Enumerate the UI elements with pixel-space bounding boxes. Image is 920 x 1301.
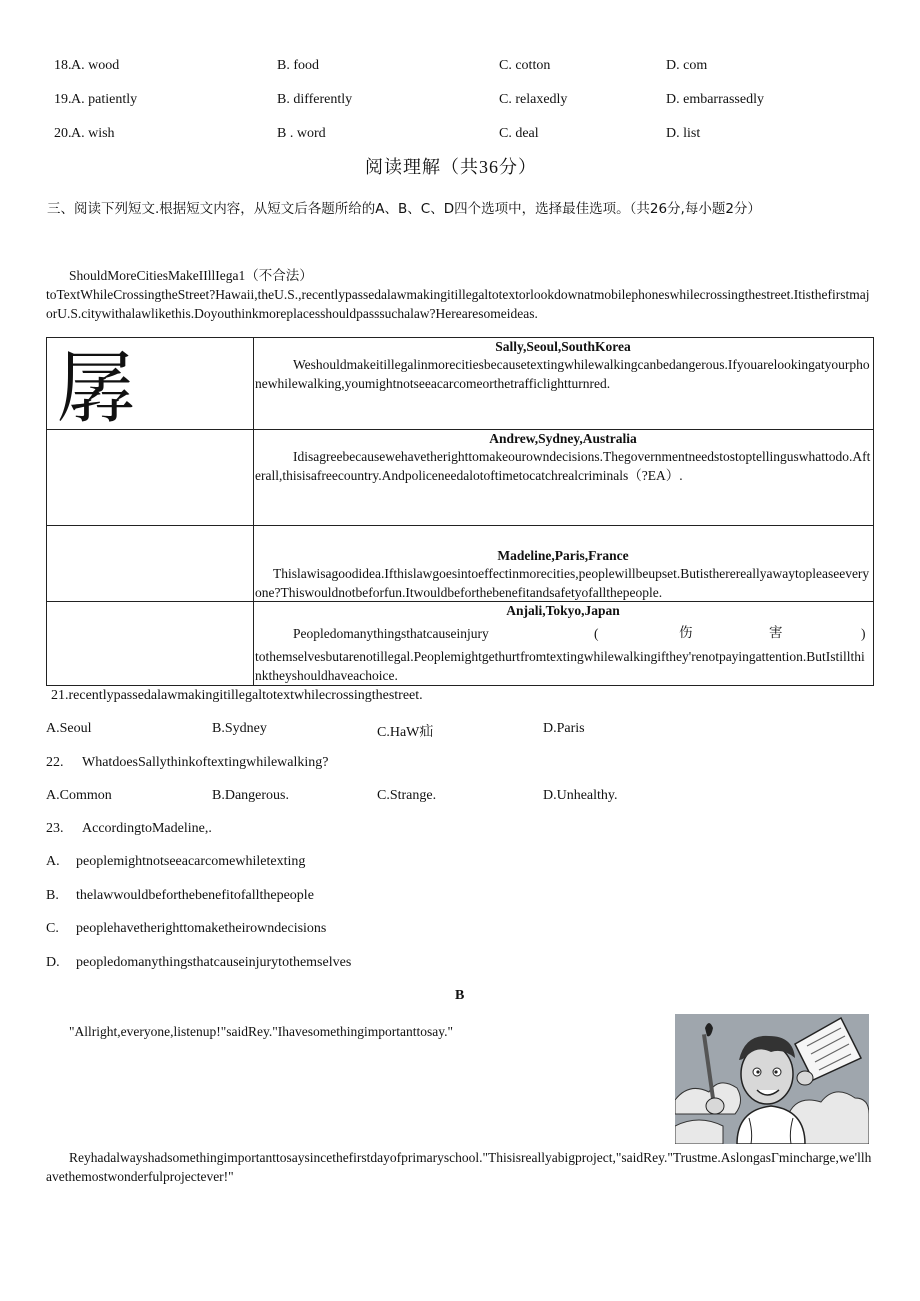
q23-option-d: peopledomanythingsthatcauseinjurytothemselves (76, 955, 352, 970)
option-18-c: C. cotton (499, 58, 551, 73)
q23-stem: AccordingtoMadeline,. (82, 821, 212, 836)
empty-cell (47, 430, 254, 525)
q21-option-c: C.HaW疝 (377, 725, 434, 740)
passage-a-intro: toTextWhileCrossingtheStreet?Hawaii,theU.S.,recentlypassedalawmakingitillegaltotextorlookdownatmobilephoneswhilecrossingthestreet.ItisthefirstmajorU.S.citywithalawlikethis.Doyouthinkmoreplacesshouldpasssuchalaw?Herearesomeideas. (46, 287, 870, 321)
q22-option-d: D.Unhealthy. (543, 788, 618, 803)
q23-option-a-label: A. (46, 854, 60, 869)
opinion-name: Anjali,Tokyo,Japan (506, 603, 620, 618)
passage-a-title: ShouldMoreCitiesMakeIIllIega1（不合法） (69, 268, 313, 283)
option-20-b: B . word (277, 126, 326, 141)
section-title: 阅读理解（共36分） (365, 157, 537, 177)
opinion-row-andrew (47, 429, 873, 525)
opinion-row-sally (47, 338, 873, 430)
option-19-d: D. embarrassedly (666, 92, 764, 107)
q21-stem: 21.recentlypassedalawmakingitillegaltotextwhilecrossingthestreet. (51, 688, 423, 703)
q22-option-b: B.Dangerous. (212, 788, 289, 803)
opinion-text: Weshouldmakeitillegalinmorecitiesbecausetextingwhilewalkingcanbedangerous.Ifyouarelookingatyourphonewhilewalking,youmightnotseeacarcomeorthetrafficlightturnred. (255, 357, 870, 391)
q21-option-d: D.Paris (543, 721, 585, 736)
opinion-text: tothemselvesbutarenotillegal.Peoplemightgethurtfromtextingwhilewalkingifthey'renotpayingattention.ButIstillthinktheyshouldhaveachoice. (255, 649, 865, 683)
broken-glyph-image: 孱 (57, 344, 136, 430)
option-19-a: 19. A. patiently (54, 92, 138, 107)
q22-option-c: C.Strange. (377, 788, 437, 803)
paren-open: ( (594, 626, 599, 641)
opinions-table (46, 337, 874, 686)
q23-number: 23. (46, 821, 64, 836)
option-20-a: 20. A. wish (54, 126, 115, 141)
q21-option-a: A.Seoul (46, 721, 92, 736)
boy-hand (706, 1098, 724, 1114)
opinion-text: Idisagreebecausewehavetherighttomakeourowndecisions.Thegovernmentneedstostoptellinguswhattodo.Afterall,thisisafreecountry.Andpoliceneedalotoftimetocatchrealcriminals（?EA）. (255, 449, 871, 483)
passage-b-paragraph-2: Reyhadalwayshadsomethingimportanttosaysincethefirstdayofprimaryschool."Thisisreallyabigproject,"saidRey."Trustme.AslongasΓmincharge,we'llhavethemostwonderfulprojectever!" (46, 1150, 872, 1184)
option-19-c: C. relaxedly (499, 92, 568, 107)
q23-option-d-label: D. (46, 955, 60, 970)
option-19-b: B. differently (277, 92, 353, 107)
paren-close: ) (861, 626, 866, 641)
chinese-word: 伤 (679, 625, 693, 641)
q23-option-c: peoplehavetherighttomaketheirowndecisions (76, 921, 327, 936)
q22-option-a: A.Common (46, 788, 112, 803)
option-18-d: D. com (666, 58, 708, 73)
q23-option-b: thelawwouldbeforthebenefitofallthepeople (76, 888, 314, 903)
cloud-shape (675, 1120, 723, 1144)
passage-b-paragraph-1: "Allright,everyone,listenup!"saidRey."Ihavesomethingimportanttosay." (69, 1024, 453, 1039)
opinion-name: Andrew,Sydney,Australia (489, 431, 637, 446)
opinion-text: Peopledomanythingsthatcauseinjury (293, 626, 489, 641)
instruction: 三、阅读下列短文.根据短文内容，从短文后各题所给的A、B、C、D四个选项中，选择最佳选项。（共26分,每小题2分） (47, 201, 761, 217)
q22-stem: WhatdoesSallythinkoftextingwhilewalking? (82, 755, 329, 770)
opinion-name: Madeline,Paris,France (497, 548, 629, 563)
image-cell (47, 338, 254, 430)
opinion-row-anjali (47, 601, 873, 686)
chinese-word: 害 (769, 625, 783, 641)
opinion-text: Thislawisagoodidea.Ifthislawgoesintoeffectinmorecities,peoplewillbeupset.Butistherereallyawaytopleaseeveryone?Thiswouldnotbeforfun.Itwouldbeforthebenefitandsafetyofallthepeople. (255, 566, 870, 600)
q23-option-c-label: C. (46, 921, 59, 936)
q23-option-a: peoplemightnotseeacarcomewhiletexting (76, 854, 306, 869)
opinion-name: Sally,Seoul,SouthKorea (495, 339, 631, 354)
option-20-d: D. list (666, 126, 701, 141)
option-18-b: B. food (277, 58, 319, 73)
q22-number: 22. (46, 755, 64, 770)
q21-option-b: B.Sydney (212, 721, 267, 736)
passage-b-heading: B (455, 988, 465, 1003)
q23-option-b-label: B. (46, 888, 59, 903)
boy-holding-paper-illustration (675, 1014, 869, 1144)
empty-cell (47, 602, 254, 686)
option-18-a: 18. A. wood (54, 58, 120, 73)
opinion-row-madeline (47, 525, 873, 602)
empty-cell (47, 526, 254, 602)
option-20-c: C. deal (499, 126, 539, 141)
